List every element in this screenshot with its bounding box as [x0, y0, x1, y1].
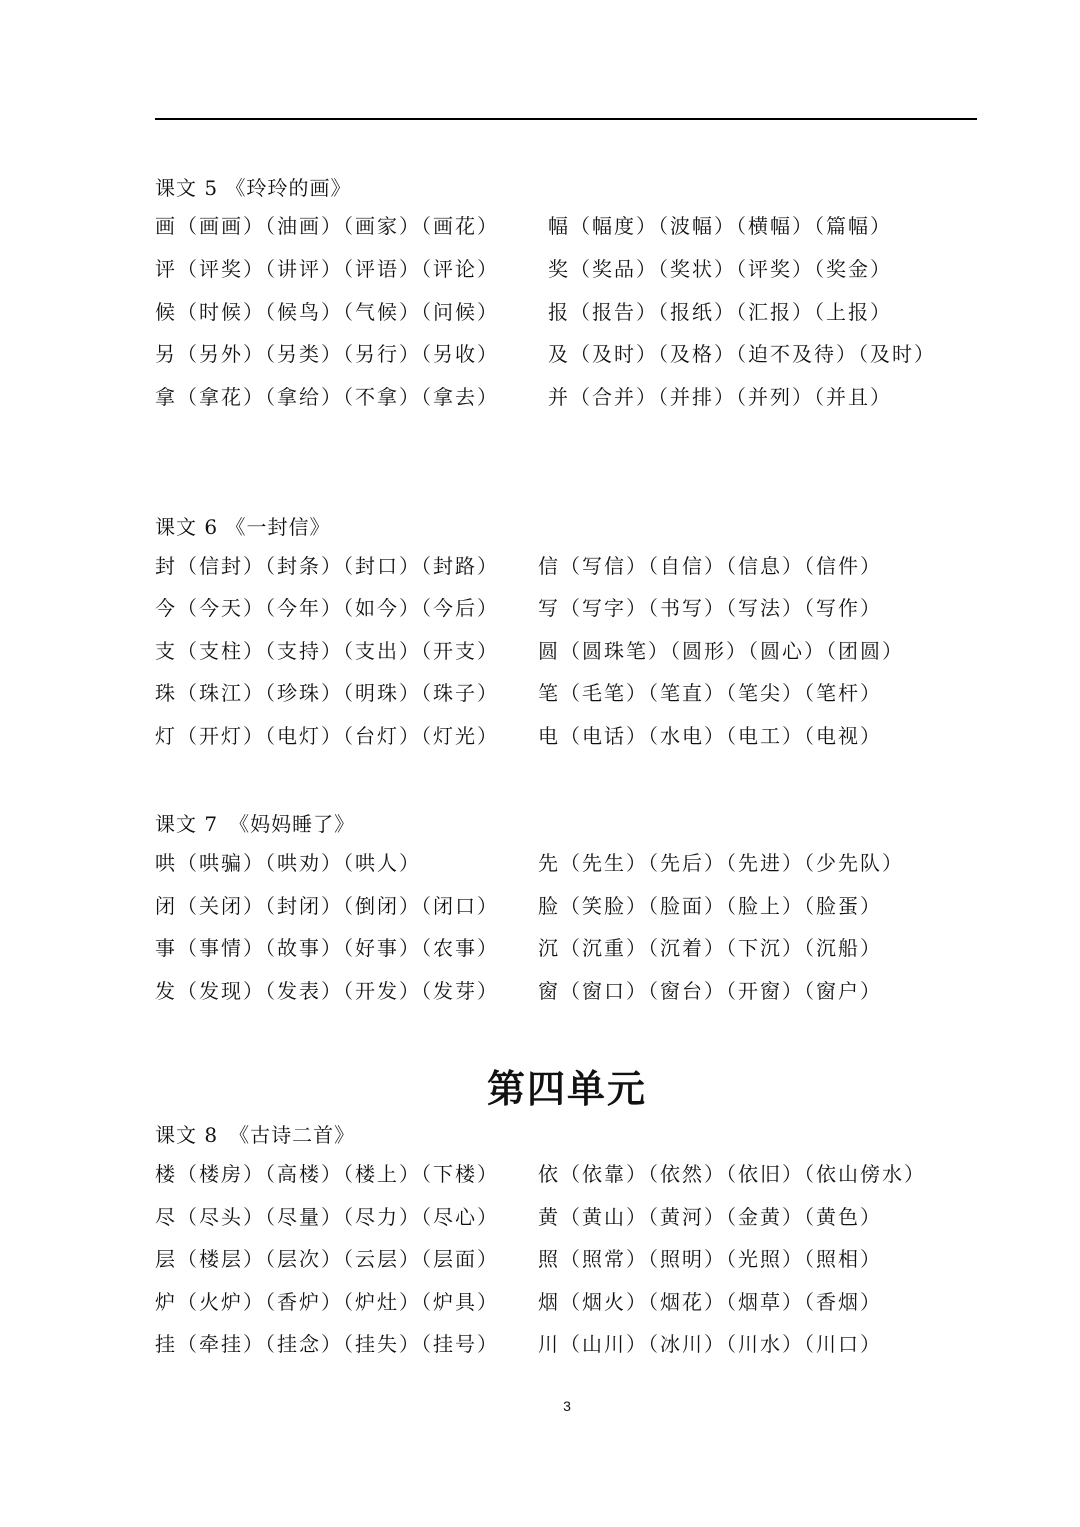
lesson-6-right-row-4: 笔（毛笔）（笔直）（笔尖）（笔杆） — [538, 681, 882, 705]
lesson-5-right-row-4: 及（及时）（及格）（迫不及待）（及时） — [548, 342, 936, 366]
lesson-5-title: 课文 5 《玲玲的画》 — [155, 176, 352, 200]
lesson-8-left-row-4: 炉（火炉）（香炉）（炉灶）（炉具） — [155, 1290, 499, 1314]
lesson-8-right-row-2: 黄（黄山）（黄河）（金黄）（黄色） — [538, 1205, 882, 1229]
lesson-7-title: 课文 7 《妈妈睡了》 — [155, 812, 356, 836]
lesson-8-right-row-5: 川（山川）（冰川）（川水）（川口） — [538, 1332, 882, 1356]
lesson-8-right-row-1: 依（依靠）（依然）（依旧）（依山傍水） — [538, 1162, 926, 1186]
lesson-8-right-row-3: 照（照常）（照明）（光照）（照相） — [538, 1247, 882, 1271]
lesson-5-right-row-2: 奖（奖品）（奖状）（评奖）（奖金） — [548, 257, 892, 281]
lesson-6-right-row-1: 信（写信）（自信）（信息）（信件） — [538, 554, 882, 578]
lesson-5-left-row-5: 拿（拿花）（拿给）（不拿）（拿去） — [155, 385, 499, 409]
lesson-6-left-row-1: 封（信封）（封条）（封口）（封路） — [155, 554, 499, 578]
lesson-6-right-row-3: 圆（圆珠笔）（圆形）（圆心）（团圆） — [538, 639, 904, 663]
lesson-5-right-row-3: 报（报告）（报纸）（汇报）（上报） — [548, 300, 892, 324]
lesson-8-right-row-4: 烟（烟火）（烟花）（烟草）（香烟） — [538, 1290, 882, 1314]
lesson-7-left-row-3: 事（事情）（故事）（好事）（农事） — [155, 936, 499, 960]
lesson-7-left-row-4: 发（发现）（发表）（开发）（发芽） — [155, 979, 499, 1003]
lesson-8-left-row-1: 楼（楼房）（高楼）（楼上）（下楼） — [155, 1162, 499, 1186]
lesson-7-right-row-3: 沉（沉重）（沉着）（下沉）（沉船） — [538, 936, 882, 960]
lesson-6-right-row-5: 电（电话）（水电）（电工）（电视） — [538, 724, 882, 748]
lesson-5-right-row-5: 并（合并）（并排）（并列）（并且） — [548, 385, 892, 409]
lesson-7-right-row-2: 脸（笑脸）（脸面）（脸上）（脸蛋） — [538, 894, 882, 918]
lesson-6-left-row-3: 支（支柱）（支持）（支出）（开支） — [155, 639, 499, 663]
lesson-7-left-row-1: 哄（哄骗）（哄劝）（哄人） — [155, 851, 421, 875]
lesson-8-left-row-2: 尽（尽头）（尽量）（尽力）（尽心） — [155, 1205, 499, 1229]
lesson-8-left-row-3: 层（楼层）（层次）（云层）（层面） — [155, 1247, 499, 1271]
header-rule — [155, 118, 977, 120]
lesson-7-right-row-1: 先（先生）（先后）（先进）（少先队） — [538, 851, 904, 875]
lesson-6-left-row-5: 灯（开灯）（电灯）（台灯）（灯光） — [155, 724, 499, 748]
lesson-8-title: 课文 8 《古诗二首》 — [155, 1123, 356, 1147]
lesson-6-left-row-2: 今（今天）（今年）（如今）（今后） — [155, 596, 499, 620]
lesson-5-left-row-4: 另（另外）（另类）（另行）（另收） — [155, 342, 499, 366]
lesson-5-left-row-1: 画（画画）（油画）（画家）（画花） — [155, 214, 499, 238]
unit-heading: 第四单元 — [486, 1066, 647, 1111]
lesson-8-left-row-5: 挂（牵挂）（挂念）（挂失）（挂号） — [155, 1332, 499, 1356]
lesson-5-left-row-3: 候（时候）（候鸟）（气候）（问候） — [155, 300, 499, 324]
lesson-7-left-row-2: 闭（关闭）（封闭）（倒闭）（闭口） — [155, 894, 499, 918]
lesson-6-title: 课文 6 《一封信》 — [155, 515, 331, 539]
page-number: 3 — [563, 1398, 571, 1414]
lesson-7-right-row-4: 窗（窗口）（窗台）（开窗）（窗户） — [538, 979, 882, 1003]
lesson-5-right-row-1: 幅（幅度）（波幅）（横幅）（篇幅） — [548, 214, 892, 238]
lesson-5-left-row-2: 评（评奖）（讲评）（评语）（评论） — [155, 257, 499, 281]
lesson-6-right-row-2: 写（写字）（书写）（写法）（写作） — [538, 596, 882, 620]
lesson-6-left-row-4: 珠（珠江）（珍珠）（明珠）（珠子） — [155, 681, 499, 705]
